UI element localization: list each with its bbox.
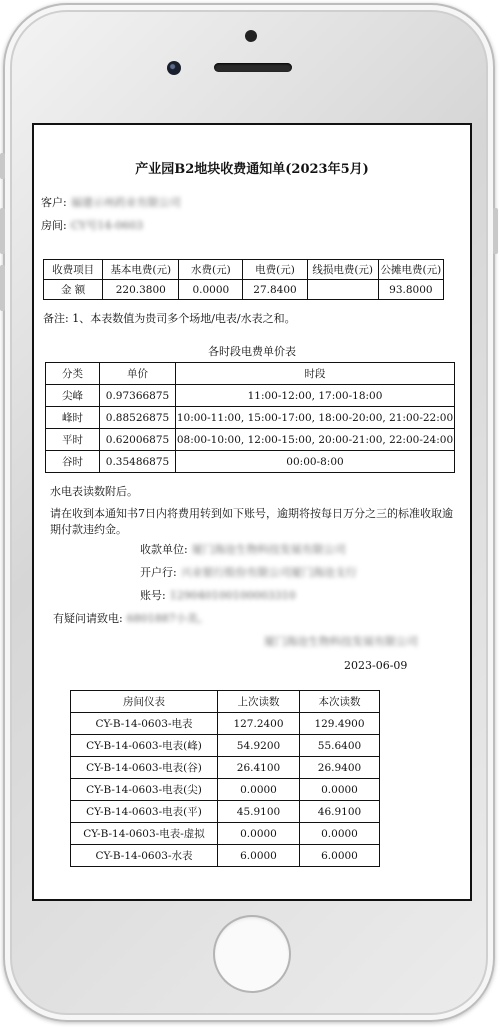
customer-row [41,194,181,210]
meter-prev: 0.0000 [218,779,300,801]
rate-table-header [46,363,455,385]
meter-row [71,735,380,757]
payment-notice-line: 期付款违约金。 [50,523,127,536]
fee-table-row [44,280,444,300]
fee-value-cell: 220.3800 [103,280,179,300]
meter-curr: 0.0000 [300,779,380,801]
phone-frame [3,3,495,1022]
front-camera-icon [167,61,181,75]
room-label: 房间: [41,219,67,232]
contact-label: 有疑问请致电: [53,612,123,625]
rate-row [46,429,455,451]
fee-header-cell: 线损电费(元) [307,260,378,280]
meter-name: CY-B-14-0603-电表(平) [71,801,218,823]
rate-type: 峰时 [46,407,100,429]
fee-table [43,259,444,300]
rate-period: 00:00-8:00 [176,451,455,473]
customer-value: 福建示州药业有限公司 [70,196,181,209]
payee-row [140,542,346,558]
rate-type: 尖峰 [46,385,100,407]
meter-header-cell: 本次读数 [300,691,380,713]
rate-header-cell: 单价 [100,363,176,385]
bank-value: 兴业银行股份有限公司厦门海沧支行 [180,566,357,579]
meter-name: CY-B-14-0603-电表(尖) [71,779,218,801]
fee-header-cell: 电费(元) [243,260,307,280]
fee-value-cell [307,280,378,300]
fee-header-cell: 基本电费(元) [103,260,179,280]
signer-name: 厦门海沧生物科技发展有限公司 [264,635,418,648]
meter-row [71,823,380,845]
meter-prev: 127.2400 [218,713,300,735]
fee-value-cell: 93.8000 [378,280,443,300]
rate-period: 08:00-10:00, 12:00-15:00, 20:00-21:00, 22:00-24:00 [176,429,455,451]
meter-prev: 0.0000 [218,823,300,845]
room-value: CY号14-0603 [70,219,144,232]
phone-screen [32,123,472,901]
mute-switch [0,153,5,179]
rate-header-cell: 时段 [176,363,455,385]
meter-curr: 26.9400 [300,757,380,779]
payment-notice [50,506,460,538]
meter-curr: 55.6400 [300,735,380,757]
volume-down-button [0,265,5,311]
rate-period: 11:00-12:00, 17:00-18:00 [176,385,455,407]
rate-period: 10:00-11:00, 15:00-17:00, 18:00-20:00, 21:00-22:00 [176,407,455,429]
earpiece-speaker [214,63,292,72]
fee-header-cell: 公摊电费(元) [378,260,443,280]
remark-text: 备注: 1、本表数值为贵司多个场地/电表/水表之和。 [43,312,296,325]
meter-prev: 45.9100 [218,801,300,823]
account-label: 账号: [140,589,166,602]
document-title: 产业园B2地块收费通知单(2023年5月) [135,162,369,177]
meter-curr: 0.0000 [300,823,380,845]
home-button[interactable] [213,915,291,993]
fee-row-label: 金 额 [44,280,103,300]
meter-row [71,779,380,801]
rate-table-caption: 各时段电费单价表 [208,345,296,358]
rate-price: 0.97366875 [100,385,176,407]
meter-curr: 129.4900 [300,713,380,735]
fee-header-cell: 收费项目 [44,260,103,280]
meter-row [71,845,380,867]
payee-label: 收款单位: [140,543,188,556]
bank-label: 开户行: [140,566,177,579]
payment-notice-line: 请在收到本通知书7日内将费用转到如下账号，逾期将按每日万分之三的标准收取逾 [50,507,453,520]
contact-row [53,611,209,627]
fee-value-cell: 0.0000 [179,280,243,300]
rate-row [46,407,455,429]
meter-name: CY-B-14-0603-水表 [71,845,218,867]
meter-name: CY-B-14-0603-电表(谷) [71,757,218,779]
attachment-note: 水电表读数附后。 [50,485,138,498]
payee-value: 厦门海沧生物科技发展有限公司 [191,543,346,556]
signer-row [260,634,418,650]
rate-price: 0.62006875 [100,429,176,451]
meter-row [71,713,380,735]
bank-row [140,565,357,581]
fee-table-header [44,260,444,280]
rate-row [46,385,455,407]
rate-type: 平时 [46,429,100,451]
meter-header-cell: 上次读数 [218,691,300,713]
meter-curr: 6.0000 [300,845,380,867]
meter-name: CY-B-14-0603-电表(峰) [71,735,218,757]
fee-value-cell: 27.8400 [243,280,307,300]
volume-up-button [0,208,5,254]
meter-prev: 26.4100 [218,757,300,779]
meter-prev: 6.0000 [218,845,300,867]
rate-type: 谷时 [46,451,100,473]
meter-table-header [71,691,380,713]
meter-name: CY-B-14-0603-电表-虚拟 [71,823,218,845]
rate-header-cell: 分类 [46,363,100,385]
contact-value: 6801887小美。 [126,612,209,625]
meter-prev: 54.9200 [218,735,300,757]
meter-row [71,801,380,823]
customer-label: 客户: [41,196,67,209]
meter-reading-table [70,690,380,867]
room-row [41,217,143,233]
account-value: 129040100100003310 [169,589,296,602]
rate-table [45,362,455,473]
meter-row [71,757,380,779]
billing-notice-document [34,125,470,899]
meter-curr: 46.9100 [300,801,380,823]
power-button [493,208,498,254]
meter-header-cell: 房间仪表 [71,691,218,713]
front-sensor [245,30,257,42]
rate-price: 0.35486875 [100,451,176,473]
rate-price: 0.88526875 [100,407,176,429]
account-row [140,588,296,604]
document-date: 2023-06-09 [344,659,408,672]
rate-row [46,451,455,473]
fee-header-cell: 水费(元) [179,260,243,280]
meter-name: CY-B-14-0603-电表 [71,713,218,735]
